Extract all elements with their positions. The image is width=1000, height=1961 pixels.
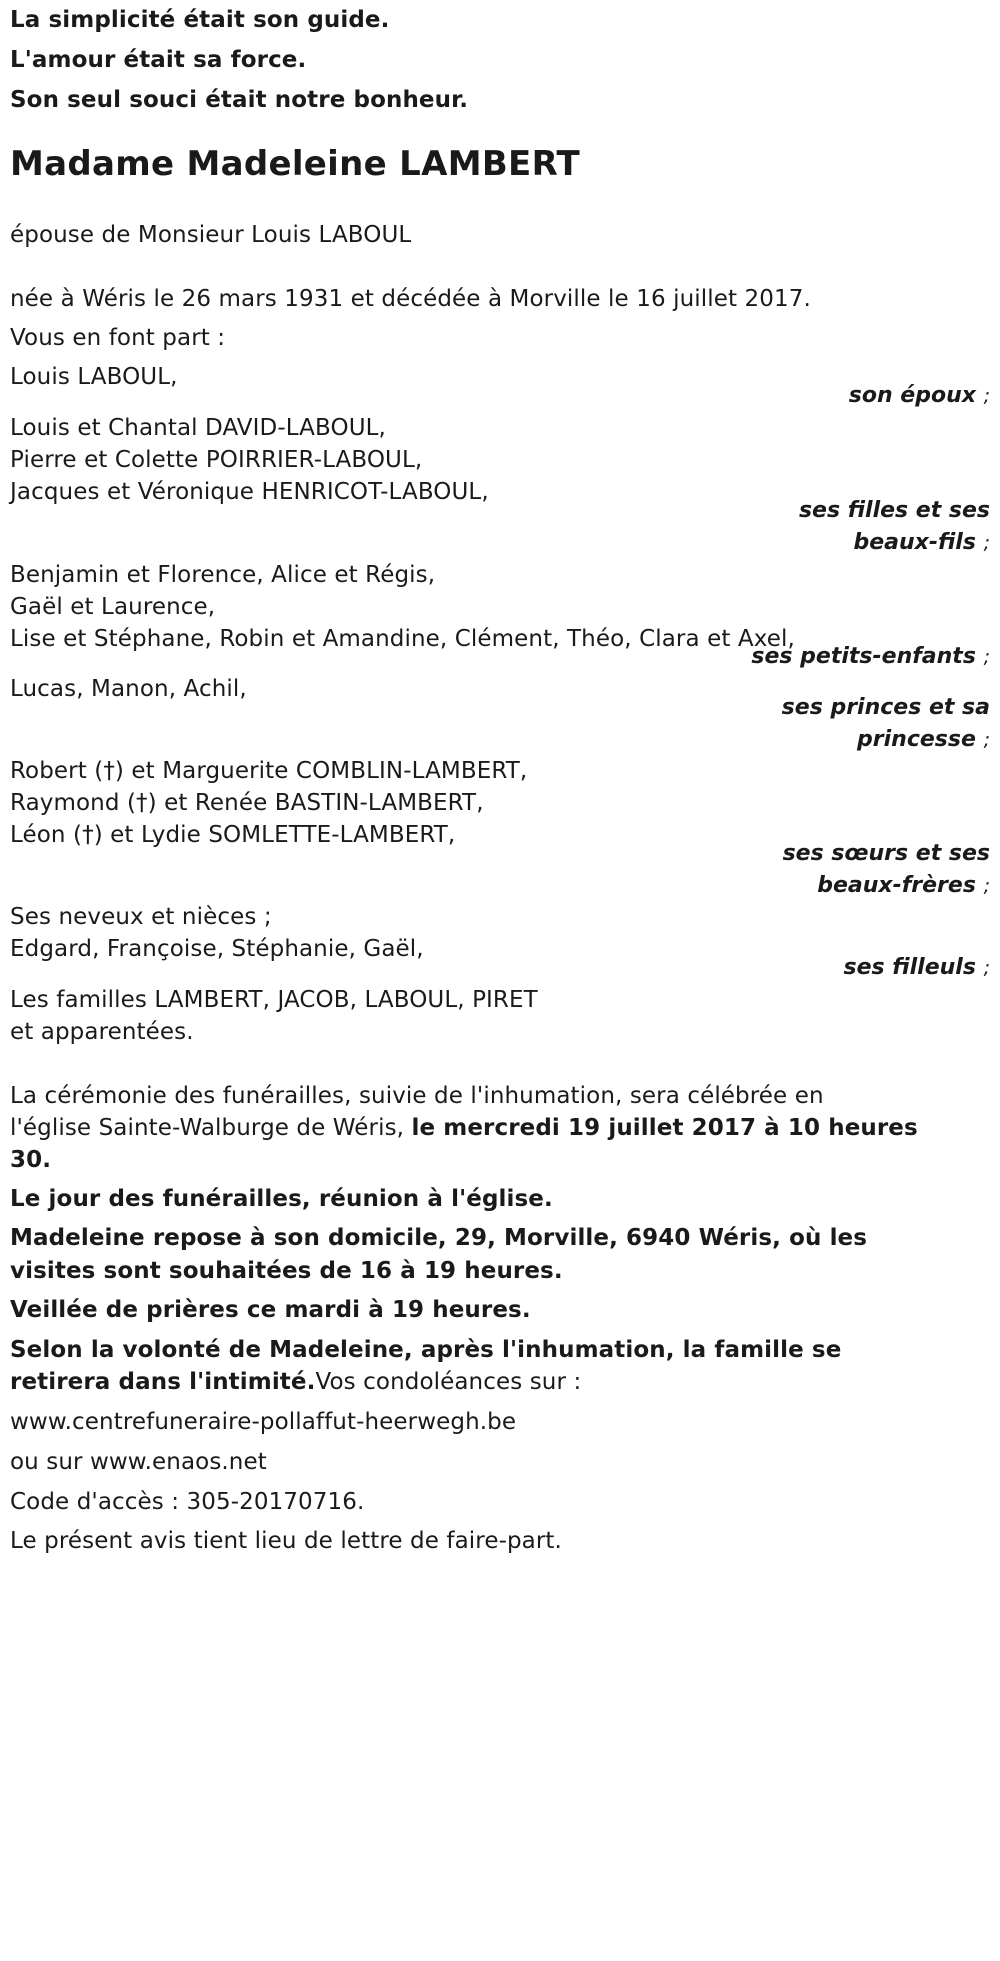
visits-line-1: Madeleine repose à son domicile, 29, Morville, 6940 Wéris, où les: [10, 1225, 868, 1251]
website-line-2[interactable]: ou sur www.enaos.net: [10, 1449, 267, 1475]
announce-line: Vous en font part :: [10, 325, 226, 351]
ceremony-line-1: La cérémonie des funérailles, suivie de l'inhumation, sera célébrée en: [10, 1083, 824, 1109]
spouse-line: épouse de Monsieur Louis LABOUL: [10, 222, 412, 248]
birth-death-line: née à Wéris le 26 mars 1931 et décédée à Morville le 16 juillet 2017.: [10, 286, 811, 312]
epigraph-line-2: L'amour était sa force.: [10, 47, 307, 73]
wish-line-2: retirera dans l'intimité.Vos condoléances sur :: [10, 1369, 582, 1395]
relation-label: ses sœurs et ses: [782, 841, 990, 866]
relation-label: princesse ;: [857, 727, 990, 752]
member-line: Ses neveux et nièces ;: [10, 904, 272, 930]
vigil-line: Veillée de prières ce mardi à 19 heures.: [10, 1297, 531, 1323]
member-line: Louis LABOUL,: [10, 364, 178, 390]
member-line: Lise et Stéphane, Robin et Amandine, Clément, Théo, Clara et Axel,: [10, 626, 795, 652]
member-line: Léon (†) et Lydie SOMLETTE-LAMBERT,: [10, 822, 456, 848]
visits-line-2: visites sont souhaitées de 16 à 19 heures.: [10, 1258, 563, 1284]
relation-label: ses princes et sa: [781, 695, 990, 720]
ceremony-line-2: l'église Sainte-Walburge de Wéris, le mercredi 19 juillet 2017 à 10 heures: [10, 1115, 918, 1141]
gathering-line: Le jour des funérailles, réunion à l'église.: [10, 1186, 553, 1212]
access-code-line: Code d'accès : 305-20170716.: [10, 1489, 365, 1515]
member-line: Pierre et Colette POIRRIER-LABOUL,: [10, 447, 423, 473]
member-line: Louis et Chantal DAVID-LABOUL,: [10, 415, 386, 441]
member-line: Les familles LAMBERT, JACOB, LABOUL, PIRET: [10, 987, 538, 1013]
relation-label: beaux-fils ;: [853, 530, 990, 555]
member-line: Edgard, Françoise, Stéphanie, Gaël,: [10, 936, 424, 962]
member-line: Lucas, Manon, Achil,: [10, 676, 247, 702]
member-line: Jacques et Véronique HENRICOT-LABOUL,: [10, 479, 489, 505]
member-line: Benjamin et Florence, Alice et Régis,: [10, 562, 436, 588]
relation-label: ses filles et ses: [798, 498, 990, 523]
epigraph-line-1: La simplicité était son guide.: [10, 7, 390, 33]
wish-line-1: Selon la volonté de Madeleine, après l'inhumation, la famille se: [10, 1337, 842, 1363]
closing-line: Le présent avis tient lieu de lettre de faire-part.: [10, 1528, 562, 1554]
member-line: Gaël et Laurence,: [10, 594, 216, 620]
epigraph-line-3: Son seul souci était notre bonheur.: [10, 87, 469, 113]
relation-label: son époux ;: [848, 383, 990, 408]
member-line: Robert (†) et Marguerite COMBLIN-LAMBERT,: [10, 758, 528, 784]
relation-label: beaux-frères ;: [817, 873, 990, 898]
relation-label: ses filleuls ;: [843, 955, 990, 980]
relation-label: ses petits-enfants ;: [751, 644, 990, 669]
member-line: Raymond (†) et Renée BASTIN-LAMBERT,: [10, 790, 484, 816]
member-line: et apparentées.: [10, 1019, 194, 1045]
deceased-name: Madame Madeleine LAMBERT: [10, 144, 581, 184]
ceremony-line-3: 30.: [10, 1147, 52, 1173]
website-link-1[interactable]: www.centrefuneraire-pollaffut-heerwegh.be: [10, 1409, 517, 1435]
